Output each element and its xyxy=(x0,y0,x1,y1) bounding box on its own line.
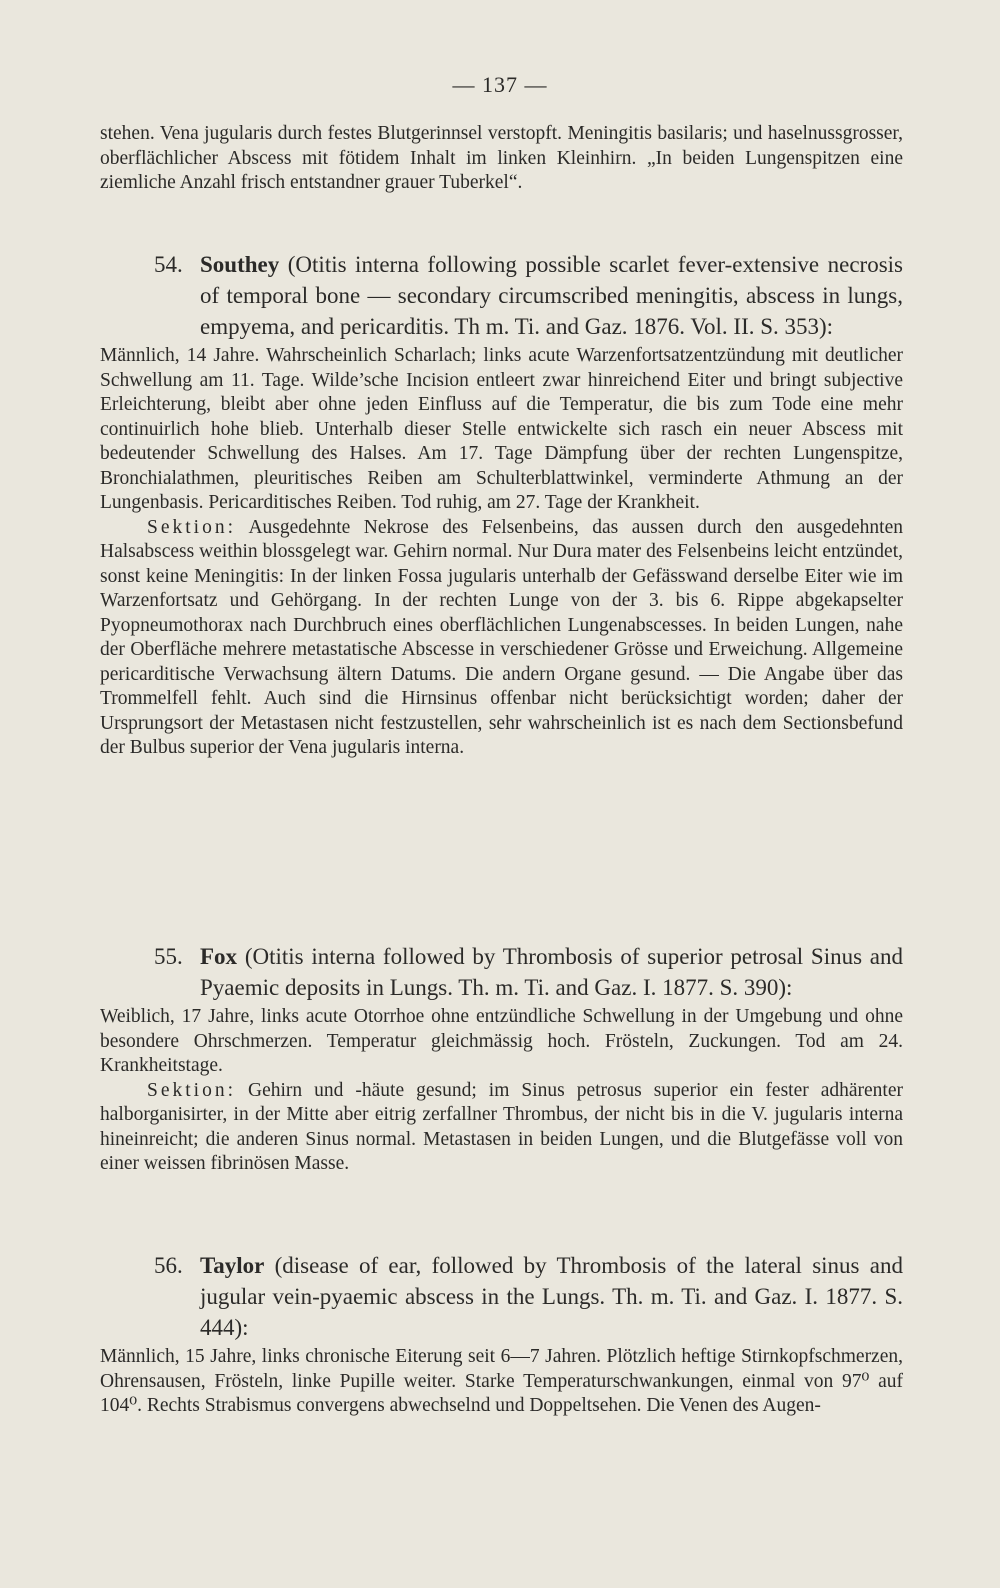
continuation-paragraph: stehen. Vena jugularis durch festes Blutgerinnsel verstopft. Meningitis basilaris; und haselnussgrosser, oberflächlicher Abscess mit fötidem Inhalt im linken Kleinhirn. „In beiden Lungenspitzen eine ziemliche Anzahl frisch entstandner grauer Tuberkel“. xyxy=(100,123,903,193)
case-number: 55. xyxy=(154,944,183,969)
case-heading xyxy=(100,1250,903,1343)
case-heading xyxy=(100,941,903,1003)
author-name: Fox xyxy=(200,944,238,969)
section-label: Sektion: xyxy=(147,516,237,538)
author-name: Taylor xyxy=(200,1253,265,1278)
case-title: (Otitis interna followed by Thrombosis of superior petrosal Sinus and Pyaemic deposits in Lungs. Th. m. Ti. and Gaz. I. 1877. S. 390): xyxy=(200,944,904,1000)
case-heading xyxy=(100,249,903,342)
case-history: Männlich, 15 Jahre, links chronische Eiterung seit 6—7 Jahren. Plötzlich heftige Stirnkopfschmerzen, Ohrensausen, Frösteln, linke Pupille weiter. Starke Temperaturschwankungen, einmal von 97⁰ auf 104⁰. Rechts Strabismus convergens abwechselnd und Doppeltsehen. Die Venen des Augen- xyxy=(100,1346,903,1416)
case-history: Männlich, 14 Jahre. Wahrscheinlich Scharlach; links acute Warzenfortsatzentzündung mit deutlicher Schwellung am 11. Tage. Wilde’sche Incision entleert zwar hinreichend Eiter und bringt subjective Erleichterung, bleibt aber ohne jeden Einfluss auf die Temperatur, die bis zum Tode eine mehr continuirlich hohe blieb. Unterhalb dieser Stelle entwickelte sich rasch ein neuer Abscess mit bedeutender Schwellung des Halses. Am 17. Tage Dämpfung über der rechten Lungenspitze, Bronchialathmen, pleuritisches Reiben am Schulterblattwinkel, verminderte Athmung an der Lungenbasis. Pericarditisches Reiben. Tod ruhig, am 27. Tage der Krankheit. xyxy=(100,345,903,513)
case-55 xyxy=(100,941,903,1177)
case-54 xyxy=(100,249,903,761)
case-history: Weiblich, 17 Jahre, links acute Otorrhoe ohne entzündliche Schwellung in der Umgebung und ohne besondere Ohrschmerzen. Temperatur gleichmässig hoch. Frösteln, Zuckungen. Tod am 24. Krankheitstage. xyxy=(100,1006,903,1076)
case-title: (disease of ear, followed by Thrombosis of the lateral sinus and jugular vein-pyaemic abscess in the Lungs. Th. m. Ti. and Gaz. I. 1877. S. 444): xyxy=(200,1253,903,1340)
case-56 xyxy=(100,1250,903,1419)
page-number: — 137 — xyxy=(452,72,548,97)
case-number: 56. xyxy=(154,1253,183,1278)
case-title: (Otitis interna following possible scarlet fever-extensive necrosis of temporal bone — secondary circumscribed meningitis, abscess in lungs, empyema, and pericarditis. Th m. Ti. and Gaz. 1876. Vol. II. S. 353): xyxy=(200,252,903,339)
section-text: Gehirn und -häute gesund; im Sinus petrosus superior ein fester adhärenter halborganisirter, in der Mitte aber eitrig zerfallner Thrombus, der nicht bis in die V. jugularis interna hineinreicht; die anderen Sinus normal. Metastasen in beiden Lungen, und die Blutgefässe voll von einer weissen fibrinösen Masse. xyxy=(100,1079,903,1174)
section-text: Ausgedehnte Nekrose des Felsenbeins, das aussen durch den ausgedehnten Halsabscess weithin blossgelegt war. Gehirn normal. Nur Dura mater des Felsenbeins leicht entzündet, sonst keine Meningitis: In der linken Fossa jugularis unterhalb der Gefässwand derselbe Eiter wie im Warzenfortsatz und Gehörgang. In der rechten Lunge von der 3. bis 6. Rippe abgekapselter Pyopneumothorax nach Durchbruch eines oberflächlichen Lungenabscesses. In beiden Lungen, nahe der Oberfläche mehrere metastatische Abscesse in verschiedener Grösse und Erweichung. Allgemeine pericarditische Verwachsung ältern Datums. Die andern Organe gesund. — Die Angabe über das Trommelfell fehlt. Auch sind die Hirnsinus offenbar nicht berücksichtigt worden; daher der Ursprungsort der Metastasen nicht festzustellen, sehr wahrscheinlich ist es nach dem Sectionsbefund der Bulbus superior der Vena jugularis interna. xyxy=(100,516,903,758)
author-name: Southey xyxy=(200,252,280,277)
case-section xyxy=(100,516,903,761)
case-section xyxy=(100,1079,903,1177)
continuation-block xyxy=(100,122,903,196)
section-label: Sektion: xyxy=(147,1079,237,1101)
case-number: 54. xyxy=(154,252,183,277)
